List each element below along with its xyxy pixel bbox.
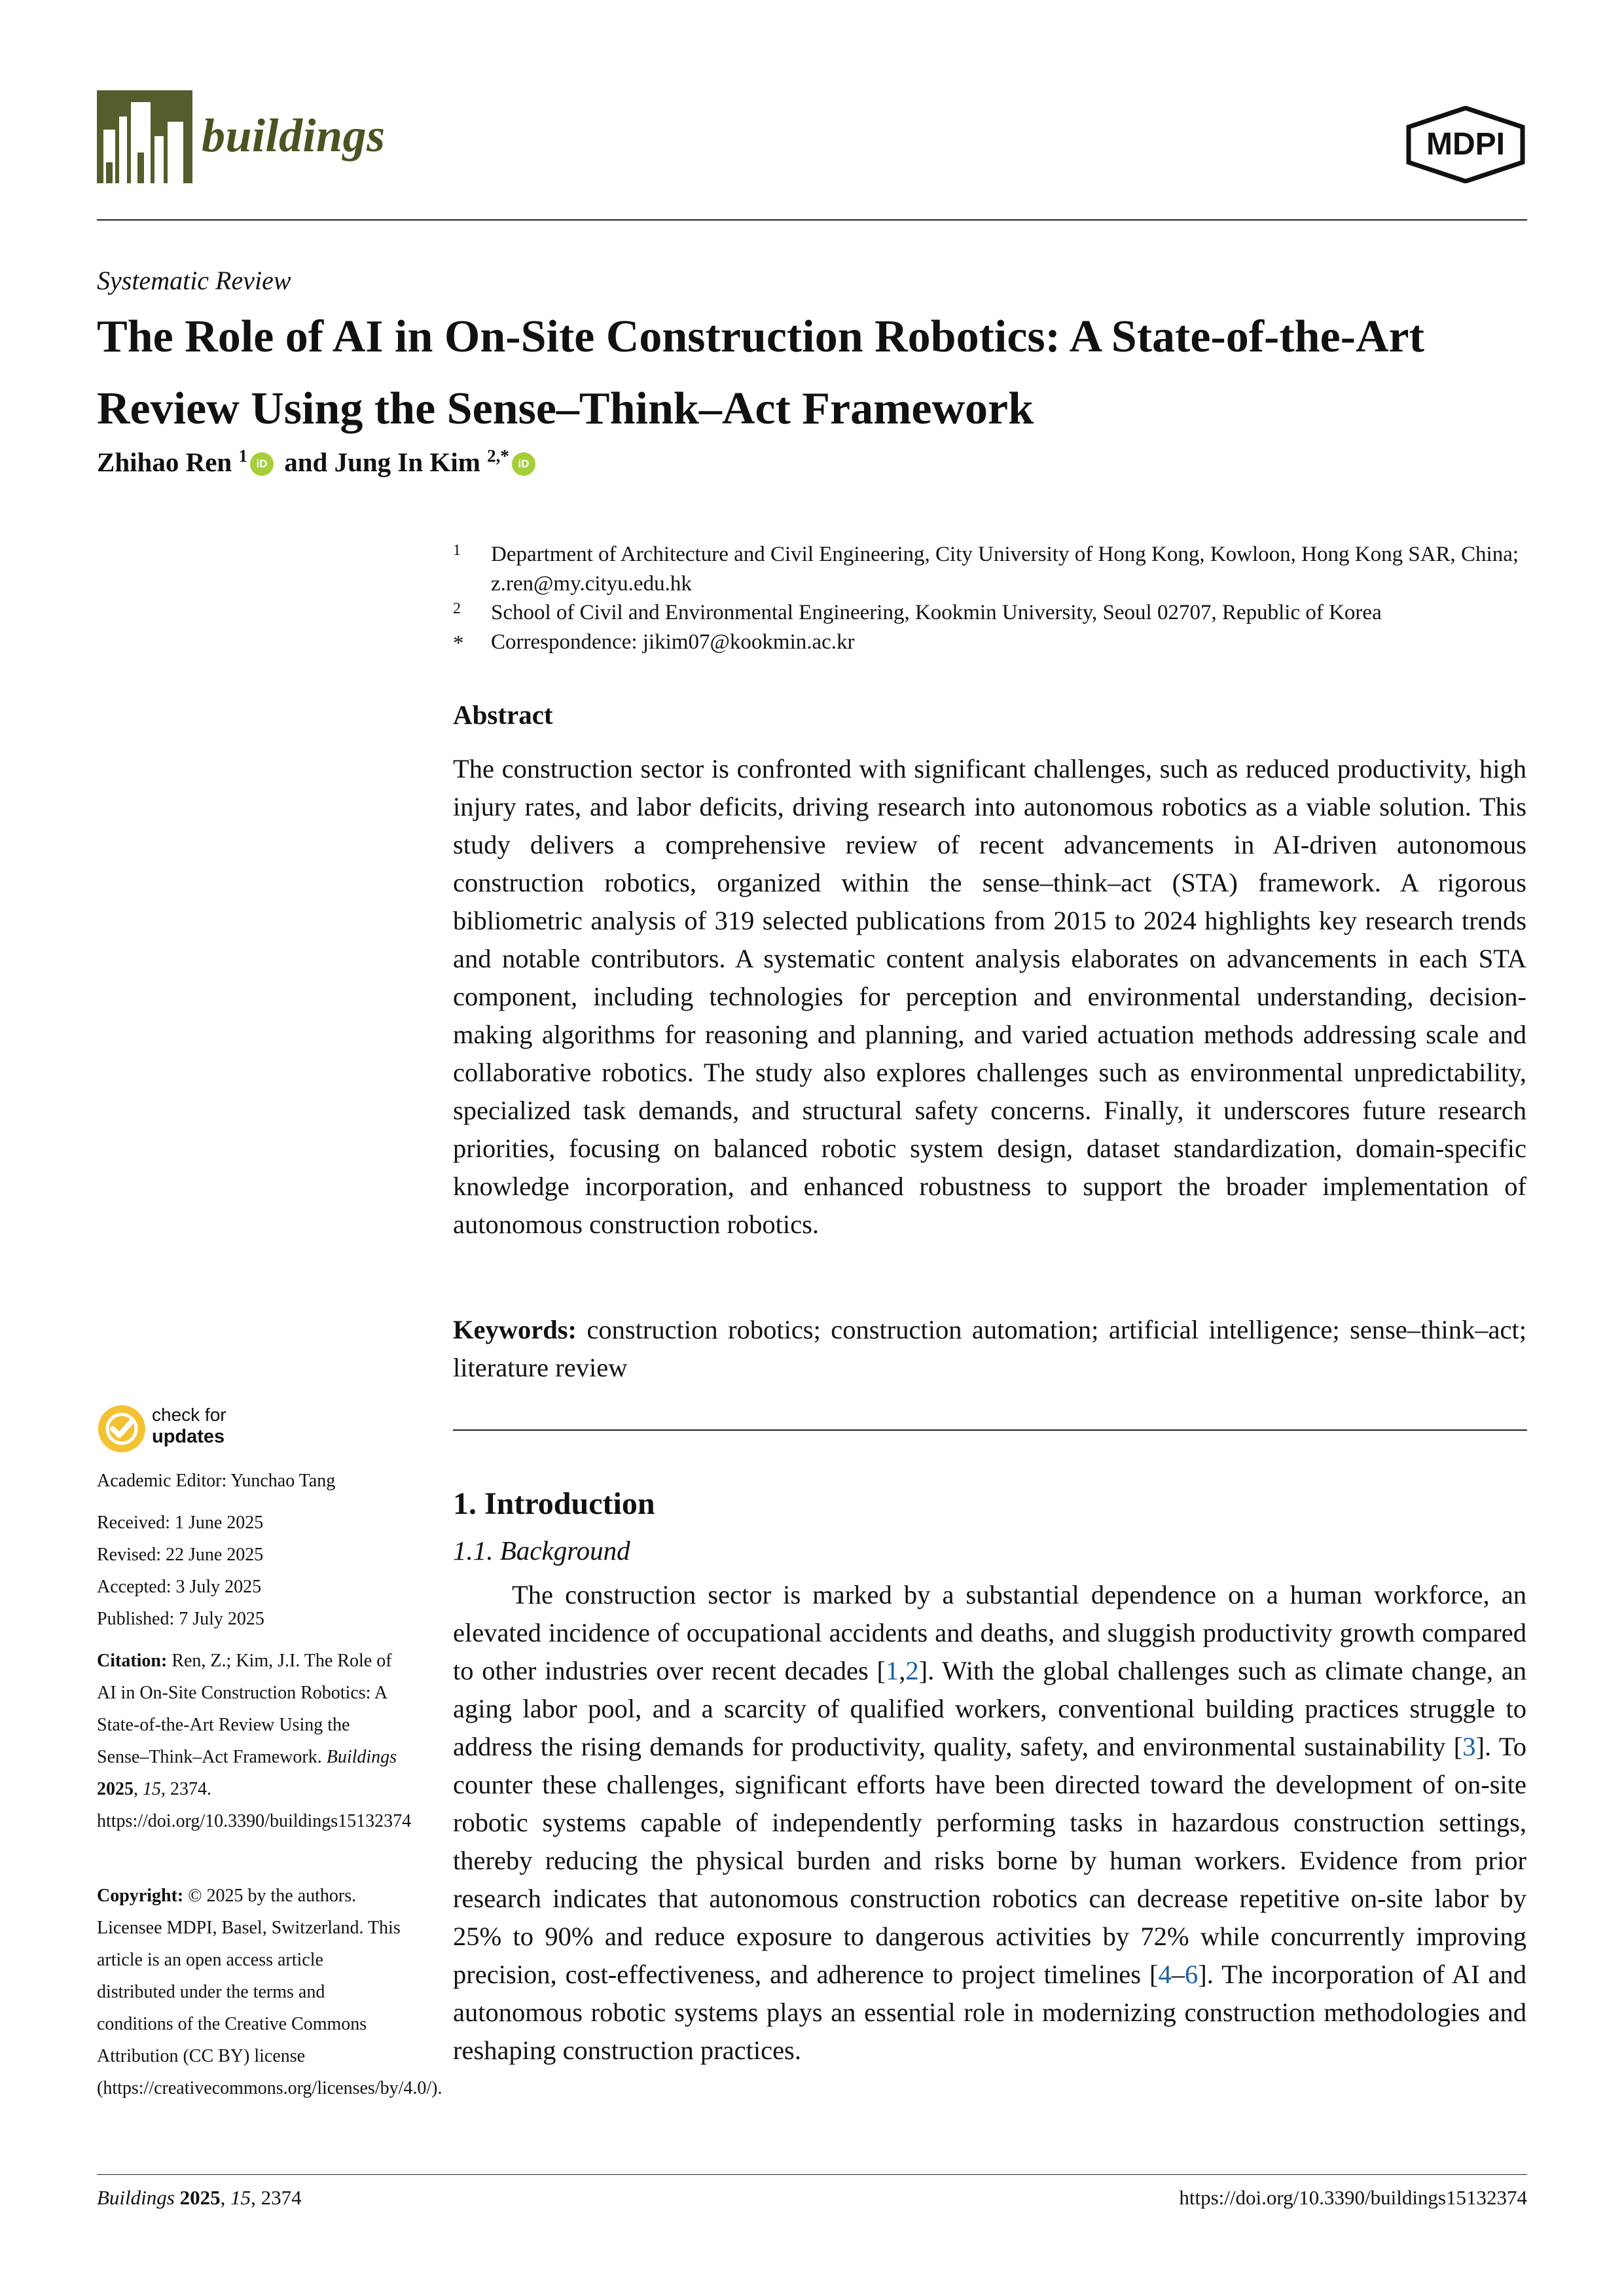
orcid-icon[interactable]: iD [512,452,535,476]
footer-citation: Buildings 2025, 15, 2374 [97,2186,302,2209]
affiliation-mark: 1 [453,542,461,559]
journal-logo-icon [97,90,192,183]
footer-doi[interactable]: https://doi.org/10.3390/buildings15132374 [1179,2186,1527,2209]
citation-year: 2025 [97,1779,134,1799]
intro-text-3: ]. To counter these challenges, significant efforts have been directed toward the development of on-site robotic systems capable of independently performing tasks in hazardous construction settings, thereby reducing the physical burden and risks borne by human workers. Evidence from prior research indicates that autonomous construction robotics can decrease repetitive on-site labor by 25% to 90% and reduce exposure to dangerous activities by 72% while concurrently improving precision, cost-effectiveness, and adherence to project timelines [ [453,1732,1526,1989]
check-updates-line1: check for [152,1405,226,1425]
author-name: Jung In Kim [334,447,480,477]
author-affiliation-mark: 2,* [487,446,509,466]
intro-text-2: ]. With the global challenges such as climate change, an aging labor pool, and a scarcity of qualified workers, conventional building practices struggle to address the rising demands for productivity, quality, safety, and environmental sustainability [ [453,1656,1526,1761]
published-date: Published: 7 July 2025 [97,1609,264,1629]
accepted-date: Accepted: 3 July 2025 [97,1577,262,1597]
introduction-heading: 1. Introduction [453,1486,655,1521]
introduction-paragraph [453,1576,1526,2070]
article-title: The Role of AI in On-Site Construction Robotics: A State-of-the-Art Review Using the Sense–Think–Act Framework [97,312,1424,434]
affiliation-item [453,628,1533,658]
citation-volume: 15 [143,1779,161,1799]
keywords-label: Keywords: [453,1315,577,1344]
abstract-text: The construction sector is confronted with significant challenges, such as reduced productivity, high injury rates, and labor deficits, driving research into autonomous robotics as a viable solution. This study delivers a comprehensive review of recent advancements in AI-driven autonomous construction robotics, organized within the sense–think–act (STA) framework. A rigorous bibliometric analysis of 319 selected publications from 2015 to 2024 highlights key research trends and notable contributors. A systematic content analysis elaborates on advancements in each STA component, including technologies for perception and environmental understanding, decision-making algorithms for reasoning and planning, and varied actuation methods addressing scale and collaborative robotics. The study also explores challenges such as environmental unpredictability, specialized task demands, and structural safety concerns. Finally, it underscores future research priorities, focusing on balanced robotic system design, dataset standardization, domain-specific knowledge incorporation, and enhanced robustness to support the broader implementation of autonomous construction robotics. [453,754,1526,1239]
background-subheading: 1.1. Background [453,1535,630,1566]
copyright-block [97,1880,442,2104]
copyright-label: Copyright: [97,1886,184,1906]
reference-link[interactable]: 4 [1158,1960,1172,1989]
orcid-icon[interactable]: iD [250,452,274,476]
intro-text-4: ]. The incorporation of AI and autonomous robotic systems plays an essential role in modernizing construction methodologies and reshaping construction practices. [453,1960,1526,2065]
header-divider [97,219,1527,221]
footer-year: 2025 [179,2186,221,2209]
affiliation-text: School of Civil and Environmental Engineering, Kookmin University, Seoul 02707, Republic of Korea [491,601,1382,624]
author-joiner: and [284,447,328,477]
journal-name: buildings [202,109,386,162]
citation-label: Citation: [97,1651,168,1671]
footer-divider [97,2174,1527,2175]
article-type: Systematic Review [97,266,291,295]
abstract-heading: Abstract [453,700,553,730]
affiliation-text: Department of Architecture and Civil Engineering, City University of Hong Kong, Kowloon, Hong Kong SAR, China; z.ren@my.cityu.edu.hk [491,543,1519,596]
ref-separator: – [1171,1960,1185,1989]
check-updates-icon [97,1404,147,1454]
copyright-text: © 2025 by the authors. Licensee MDPI, Basel, Switzerland. This article is an open access article distributed under the terms and conditions of the Creative Commons Attribution (CC BY) license (https://creativecommons.org/licenses/by/4.0/). [97,1886,442,2098]
footer-volume: 15 [230,2186,251,2209]
check-updates-line2: updates [152,1426,225,1447]
keywords-text: construction robotics; construction automation; artificial intelligence; sense–think–act; literature review [453,1315,1526,1382]
citation-rest[interactable]: , 2374. https://doi.org/10.3390/buildings15132374 [97,1779,412,1831]
revised-date: Revised: 22 June 2025 [97,1545,264,1565]
author-list [97,446,539,478]
ref-separator: , [899,1656,906,1685]
affiliation-mark: 2 [453,600,461,617]
academic-editor: Academic Editor: Yunchao Tang [97,1471,336,1491]
footer-article-number: , 2374 [251,2186,302,2209]
citation-journal: Buildings [326,1747,397,1767]
reference-link[interactable]: 6 [1185,1960,1199,1989]
mdpi-logo-icon [1405,106,1526,183]
citation-block: Citation: Ren, Z.; Kim, J.I. The Role of AI in On-Site Construction Robotics: A State-of-the-Art Review Using the Sense–Think–Act Framework. Buildings 2025, 15, 2374. https://doi.org/10.3390/buildings15132374 [97,1651,412,1831]
reference-link[interactable]: 1 [885,1656,899,1685]
received-date: Received: 1 June 2025 [97,1513,264,1533]
affiliation-item [453,540,1533,600]
author-affiliation-mark: 1 [238,446,247,466]
publisher-name: MDPI [1426,127,1505,162]
affiliation-item [453,598,1533,628]
keywords [453,1311,1526,1387]
reference-link[interactable]: 3 [1462,1732,1476,1761]
abstract-divider [453,1429,1527,1431]
intro-text-1: The construction sector is marked by a substantial dependence on a human workforce, an elevated incidence of occupational accidents and deaths, and sluggish productivity growth compared to other industries over recent decades [ [453,1580,1526,1685]
affiliation-text: Correspondence: jikim07@kookmin.ac.kr [491,630,855,654]
affiliation-mark: * [453,632,464,655]
reference-link[interactable]: 2 [905,1656,919,1685]
author-name: Zhihao Ren [97,447,232,477]
footer-journal: Buildings [97,2186,175,2209]
citation-text: Ren, Z.; Kim, J.I. The Role of AI in On-Site Construction Robotics: A State-of-the-Art Review Using the Sense–Think–Act Framework. [97,1651,392,1767]
